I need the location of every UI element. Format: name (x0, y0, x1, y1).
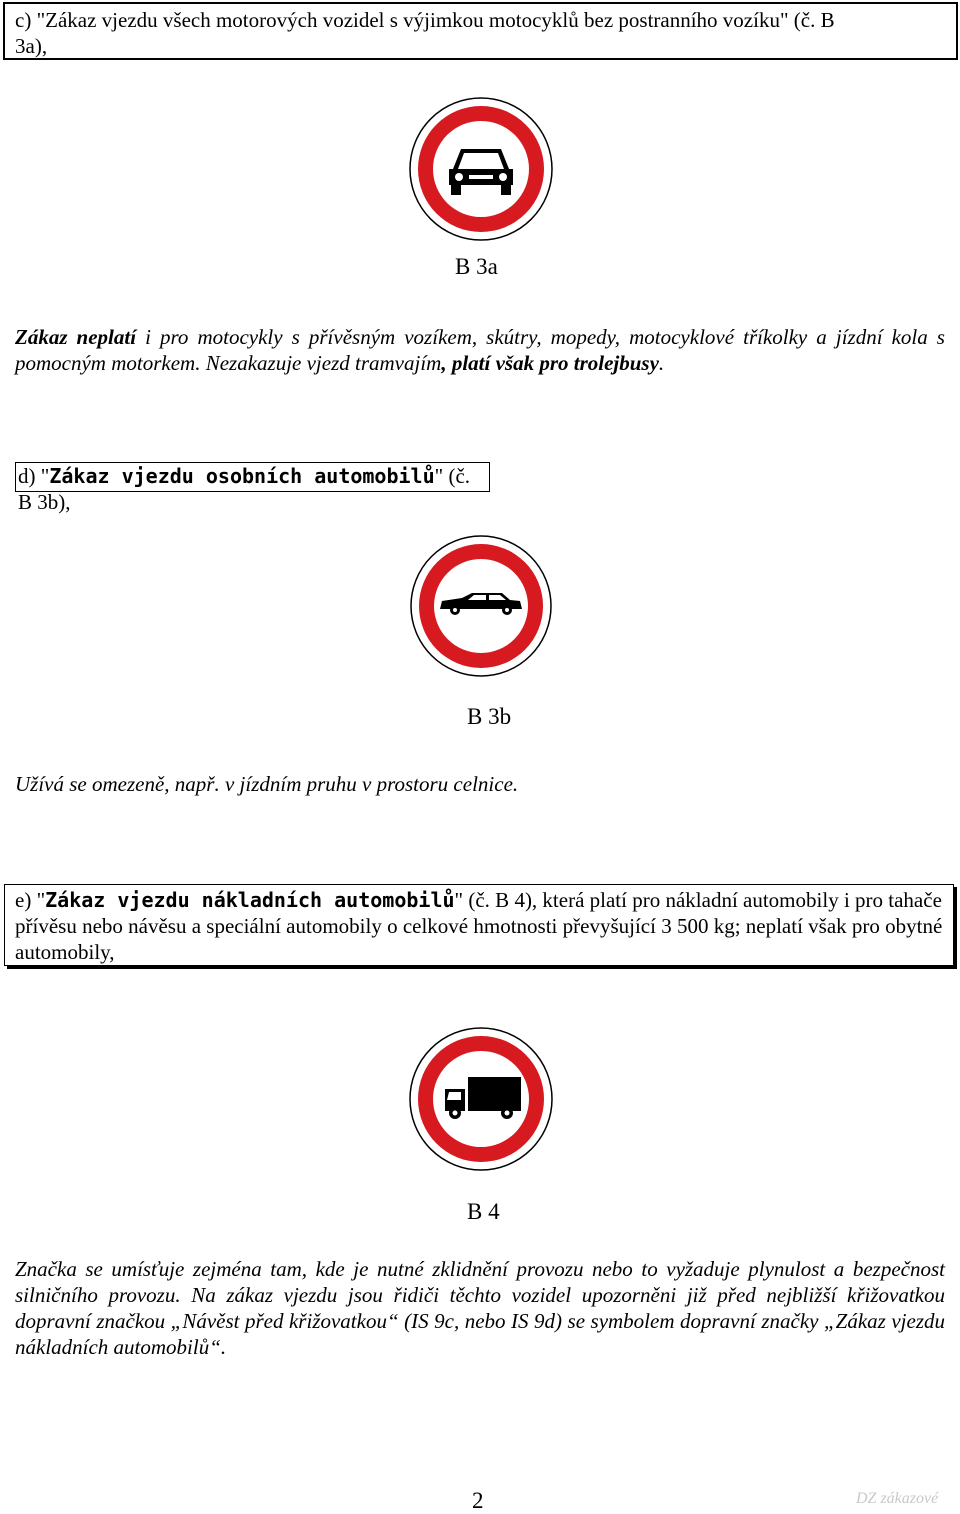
section-e-heading-prefix: e) " (15, 888, 46, 912)
section-e-heading (4, 884, 954, 966)
section-c-heading-text: c) "Zákaz vjezdu všech motorových vozidel s výjimkou motocyklů bez postranního vozíku" (č. B (15, 8, 835, 32)
section-c-heading (3, 2, 958, 60)
section-e-heading-bold: Zákaz vjezdu nákladních automobilů (45, 888, 455, 912)
sign-b3a (409, 97, 553, 241)
section-c-note-bold-1: Zákaz neplatí (15, 325, 137, 349)
section-c-note-bold-2: , platí však pro trolejbusy (441, 351, 659, 375)
section-c-heading-text-end: 3a), (15, 34, 48, 58)
section-e-note-1: Značka se umísťuje zejména tam, kde je nutné zklidnění provozu nebo to vyžaduje plynulost a bezpečnost silničního provozu. (15, 1257, 945, 1307)
section-c-note-end: . (658, 351, 665, 375)
section-d-heading (15, 462, 490, 514)
section-c-note-plain-1: i pro motocykly s přívěsným vozíkem, skútry, mopedy, motocyklové tříkolky a jízdní kola s pomocným motorkem. Nezakazuje vjezd tramvajím (15, 325, 945, 375)
sign-b4-caption: B 4 (467, 1199, 500, 1224)
sign-b3b-caption: B 3b (467, 704, 512, 729)
sign-b4 (409, 1027, 553, 1171)
section-d-note: Užívá se omezeně, např. v jízdním pruhu v prostoru celnice. (15, 772, 519, 796)
section-d-heading-bold: Zákaz vjezdu osobních automobilů (49, 464, 435, 488)
footer-watermark: DZ zákazové (856, 1490, 939, 1507)
section-e-note-2: Na zákaz vjezdu jsou řidiči těchto vozidel upozorněni již před nejbližší křižovatkou dopravní značkou „Návěst před křižovatkou“ (IS 9c, nebo IS 9d) se symbolem dopravní značky „Zákaz vjezdu nákladních automobilů“. (15, 1283, 945, 1359)
sign-b3b (410, 535, 552, 677)
sign-b3a-caption: B 3a (455, 254, 498, 279)
page-number: 2 (472, 1488, 484, 1513)
section-d-heading-suffix: " (č. B 3b), (18, 464, 471, 514)
section-d-heading-prefix: d) " (18, 464, 50, 488)
section-e-note (15, 1256, 945, 1360)
section-c-note (15, 324, 945, 376)
section-e-heading-suffix: " (č. B 4), která platí pro nákladní automobily i pro tahače přívěsu nebo návěsu a speciální automobily o celkové hmotnosti převyšující 3 500 kg; neplatí však pro obytné automobily, (15, 888, 943, 964)
